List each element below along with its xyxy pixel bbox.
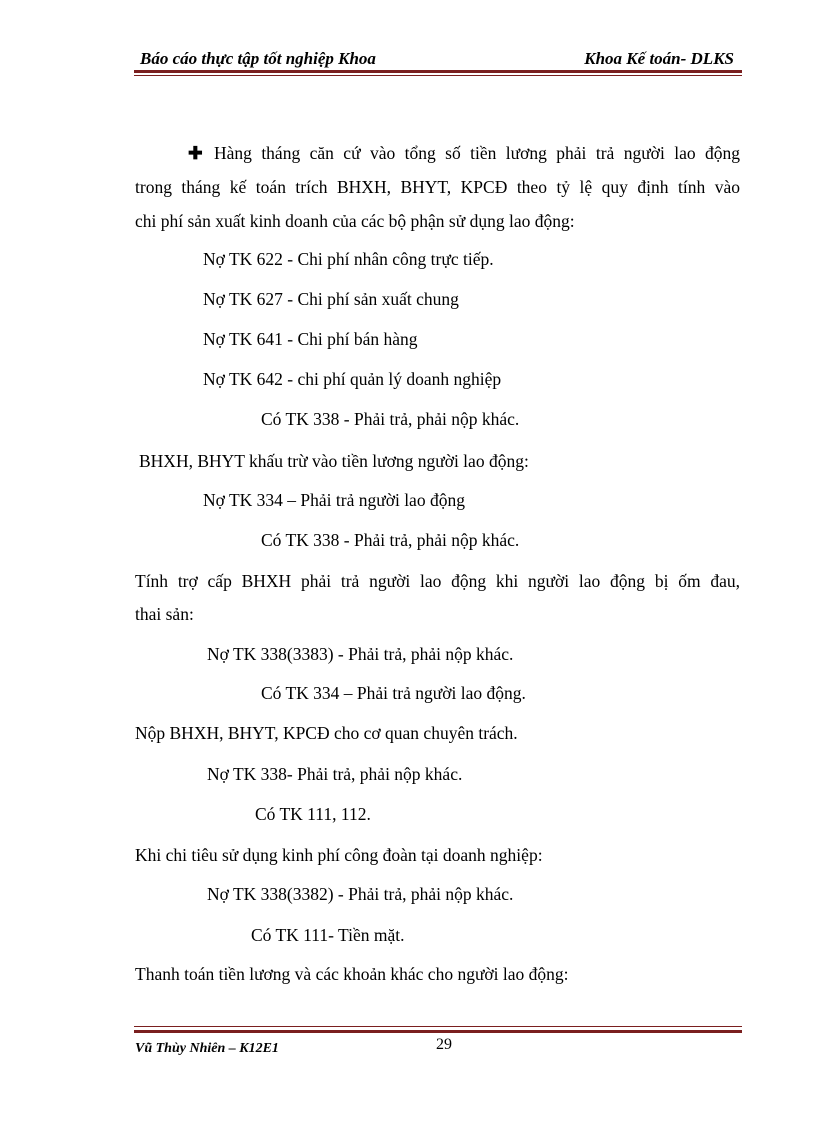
credit-entry-111: Có TK 111- Tiền mặt. [251, 925, 405, 945]
para4: Nộp BHXH, BHYT, KPCĐ cho cơ quan chuyên trách. [135, 723, 518, 743]
header-department: Khoa Kế toán- DLKS [584, 49, 734, 68]
para2: BHXH, BHYT khấu trừ vào tiền lương người lao động: [139, 451, 529, 471]
para1-line1 [188, 142, 740, 164]
debit-entry-334: Nợ TK 334 – Phải trả người lao động [203, 490, 465, 510]
debit-entry-642: Nợ TK 642 - chi phí quản lý doanh nghiệp [203, 369, 502, 389]
debit-entry-3382: Nợ TK 338(3382) - Phải trả, phải nộp khác. [207, 884, 514, 904]
para3-line2: thai sản: [135, 604, 194, 624]
footer-rule-thin [134, 1026, 742, 1027]
plus-bullet-icon: ✚ [188, 143, 203, 163]
para5: Khi chi tiêu sử dụng kinh phí công đoàn tại doanh nghiệp: [135, 845, 543, 865]
credit-entry-111-112: Có TK 111, 112. [255, 804, 371, 824]
page-number: 29 [436, 1036, 452, 1053]
credit-entry-338-a: Có TK 338 - Phải trả, phải nộp khác. [261, 409, 520, 429]
debit-entry-622: Nợ TK 622 - Chi phí nhân công trực tiếp. [203, 249, 494, 269]
footer-author: Vũ Thùy Nhiên – K12E1 [135, 1041, 279, 1056]
debit-entry-338: Nợ TK 338- Phải trả, phải nộp khác. [207, 764, 463, 784]
credit-entry-338-b: Có TK 338 - Phải trả, phải nộp khác. [261, 530, 520, 550]
header-rule-thick [134, 70, 742, 73]
debit-entry-627: Nợ TK 627 - Chi phí sản xuất chung [203, 289, 459, 309]
header-report-title: Báo cáo thực tập tốt nghiệp Khoa [140, 49, 376, 68]
para3-line1: Tính trợ cấp BHXH phải trả người lao động khi người lao động bị ốm đau, [135, 571, 740, 591]
para1-line3: chi phí sản xuất kinh doanh của các bộ phận sử dụng lao động: [135, 211, 575, 231]
para6: Thanh toán tiền lương và các khoản khác cho người lao động: [135, 964, 569, 984]
para1-line2: trong tháng kế toán trích BHXH, BHYT, KPCĐ theo tỷ lệ quy định tính vào [135, 177, 740, 197]
header-rule-thin [134, 75, 742, 76]
debit-entry-3383: Nợ TK 338(3383) - Phải trả, phải nộp khác. [207, 644, 514, 664]
debit-entry-641: Nợ TK 641 - Chi phí bán hàng [203, 329, 418, 349]
para1-line1-text: Hàng tháng căn cứ vào tổng số tiền lương phải trả người lao động [214, 143, 740, 163]
credit-entry-334: Có TK 334 – Phải trả người lao động. [261, 683, 526, 703]
footer-rule-thick [134, 1030, 742, 1033]
